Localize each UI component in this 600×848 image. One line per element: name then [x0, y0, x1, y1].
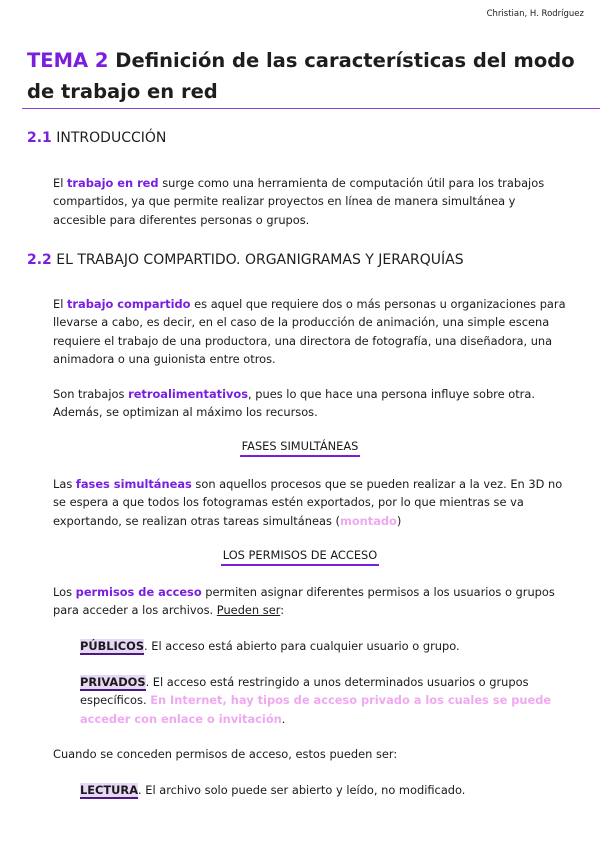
item-privados [80, 673, 570, 728]
trabajo-compartido-paragraph [53, 295, 571, 368]
text: . [281, 711, 286, 726]
text: son aquellos procesos que se pueden realizar a la vez. En 3D no se espera a que todos los fotogramas estén exportados, por lo que mientras se va exportando, se realizan otras tareas simultáneas ( [53, 477, 563, 528]
text: Los [53, 585, 76, 599]
text: es aquel que requiere dos o más personas u organizaciones para llevarse a cabo, es decir, en el caso de la producción de animación, una simple escena requiere el trabajo de una productora, una directora de fotografía, una diseñadora, una animadora o una guionista entre otros. [53, 297, 566, 366]
subheading-fases-simultaneas [0, 439, 600, 453]
intro-paragraph [53, 174, 571, 229]
section-title: INTRODUCCIÓN [56, 130, 167, 146]
text: . El archivo solo puede ser abierto y leído, no modificado. [138, 783, 466, 797]
tag-lectura: LECTURA [80, 783, 139, 797]
term-fases-simultaneas: fases simultáneas [75, 477, 192, 491]
text: : [280, 603, 285, 618]
text: surge como una herramienta de computación útil para los trabajos compartidos, ya que permite realizar proyectos en línea de manera simultánea y accesible para diferentes personas o grupos. [53, 176, 545, 227]
item-lectura [80, 781, 570, 799]
pueden-ser: Pueden ser [216, 603, 281, 618]
text: permiten asignar diferentes permisos a los usuarios o grupos para acceder a los archivos. [53, 585, 555, 618]
title-text: Definición de las características del modo de trabajo en red [27, 49, 575, 103]
section-title: EL TRABAJO COMPARTIDO. ORGANIGRAMAS Y JERARQUÍAS [56, 252, 464, 268]
section-heading-trabajo-compartido [27, 252, 464, 268]
term-permisos-de-acceso: permisos de acceso [75, 585, 202, 599]
text: . El acceso está restringido a unos determinados usuarios o grupos específicos. [80, 675, 529, 708]
subheading-text: FASES SIMULTÁNEAS [240, 439, 361, 457]
note-montado: montado [339, 513, 397, 528]
tag-privados: PRIVADOS [80, 675, 146, 689]
permisos-intro: Cuando se conceden permisos de acceso, estos pueden ser: [53, 747, 398, 761]
title-divider [22, 108, 600, 109]
term-retroalimentativos: retroalimentativos [128, 387, 249, 401]
subheading-text: LOS PERMISOS DE ACCESO [221, 548, 379, 566]
text: Son trabajos [53, 387, 129, 401]
section-heading-introduccion [27, 130, 166, 146]
term-trabajo-en-red: trabajo en red [66, 176, 159, 190]
retroalimentativos-paragraph [53, 385, 571, 422]
text: . El acceso está abierto para cualquier usuario o grupo. [144, 639, 460, 653]
section-number: 2.1 [27, 130, 52, 146]
term-trabajo-compartido: trabajo compartido [66, 297, 191, 311]
item-publicos [80, 637, 570, 655]
permisos-paragraph [53, 583, 571, 620]
note-internet: En Internet, hay tipos de acceso privado a los cuales se puede acceder con enlace o invitación [80, 693, 552, 726]
tag-publicos: PÚBLICOS [80, 639, 145, 653]
text: Las [53, 477, 76, 491]
subheading-permisos-de-acceso [0, 548, 600, 562]
page-title [27, 45, 587, 107]
text: El [53, 297, 67, 311]
text: El [53, 176, 67, 190]
text: , pues lo que hace una persona influye sobre otra. Además, se optimizan al máximo los recursos. [53, 387, 535, 420]
fases-paragraph [53, 475, 571, 530]
section-number: 2.2 [27, 252, 52, 268]
text: ) [396, 513, 402, 528]
author-name: Christian, H. Rodríguez [486, 9, 584, 19]
title-number: TEMA 2 [27, 49, 109, 72]
